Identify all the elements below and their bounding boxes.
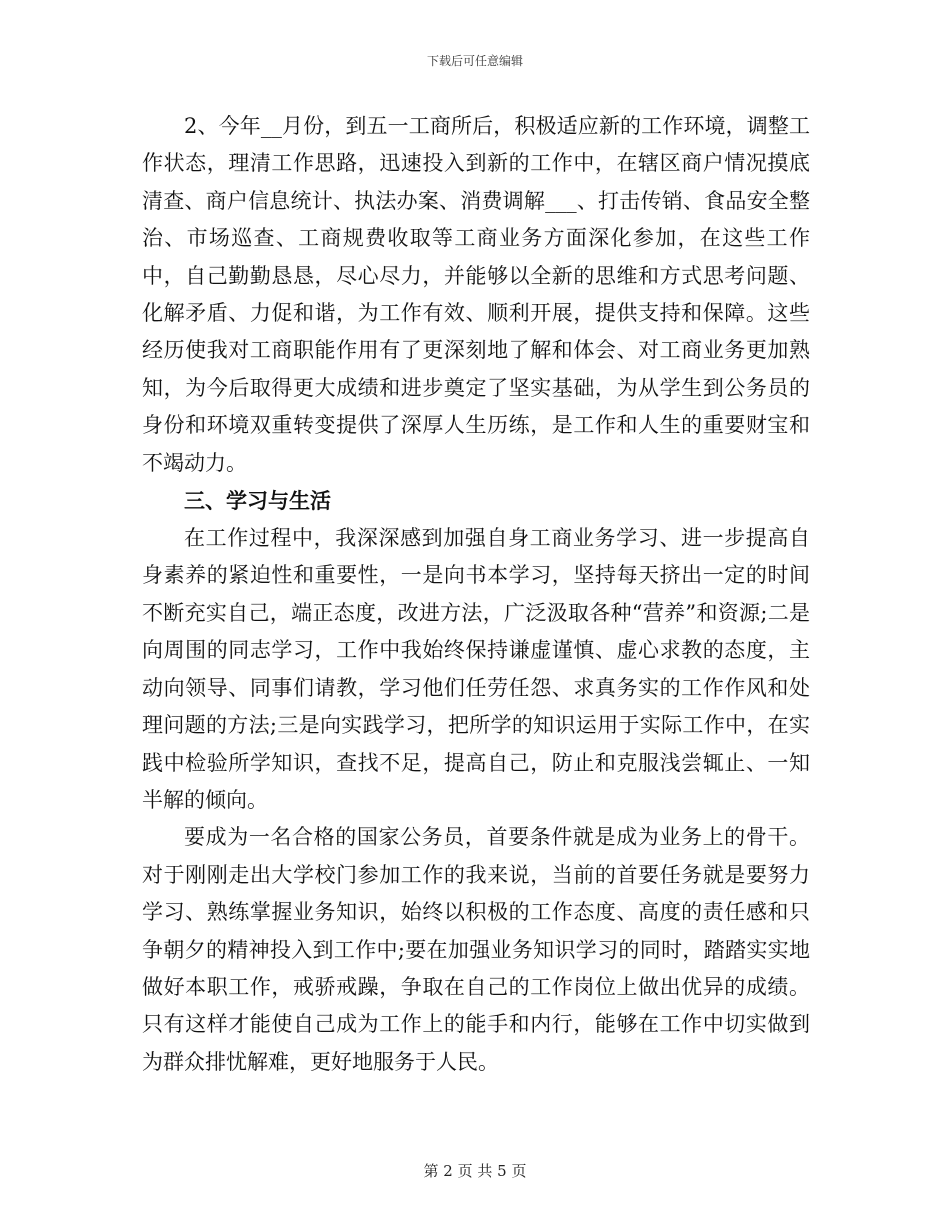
page-number: 第 2 页 共 5 页	[423, 1162, 527, 1180]
document-body	[142, 108, 810, 1081]
paragraph-civil-servant: 要成为一名合格的国家公务员，首要条件就是成为业务上的骨干。对于刚刚走出大学校门参加工作的我来说，当前的首要任务就是要努力学习、熟练掌握业务知识，始终以积极的工作态度、高度的责任感和只争朝夕的精神投入到工作中;要在加强业务知识学习的同时，踏踏实实地做好本职工作，戒骄戒躁，争取在自己的工作岗位上做出优异的成绩。只有这样才能使自己成为工作上的能手和内行，能够在工作中切实做到为群众排忧解难，更好地服务于人民。	[142, 825, 810, 1074]
section-heading-study-life: 三、学习与生活	[184, 489, 331, 514]
paragraph-work-experience: 2、今年__月份，到五一工商所后，积极适应新的工作环境，调整工作状态，理清工作思路，迅速投入到新的工作中，在辖区商户情况摸底清查、商户信息统计、执法办案、消费调解___、打击传销、食品安全整治、市场巡查、工商规费收取等工商业务方面深化参加，在这些工作中，自己勤勤恳恳，尽心尽力，并能够以全新的思维和方式思考问题、化解矛盾、力促和谐，为工作有效、顺利开展，提供支持和保障。这些经历使我对工商职能作用有了更深刻地了解和体会、对工商业务更加熟知，为今后取得更大成绩和进步奠定了坚实基础，为从学生到公务员的身份和环境双重转变提供了深厚人生历练，是工作和人生的重要财宝和不竭动力。	[142, 114, 810, 475]
paragraph-study: 在工作过程中，我深深感到加强自身工商业务学习、进一步提高自身素养的紧迫性和重要性，一是向书本学习，坚持每天挤出一定的时间不断充实自己，端正态度，改进方法，广泛汲取各种“营养”和资源;二是向周围的同志学习，工作中我始终保持谦虚谨慎、虚心求教的态度，主动向领导、同事们请教，学习他们任劳任怨、求真务实的工作作风和处理问题的方法;三是向实践学习，把所学的知识运用于实际工作中，在实践中检验所学知识，查找不足，提高自己，防止和克服浅尝辄止、一知半解的倾向。	[142, 526, 810, 812]
page-header: 下载后可任意编辑	[426, 54, 523, 68]
